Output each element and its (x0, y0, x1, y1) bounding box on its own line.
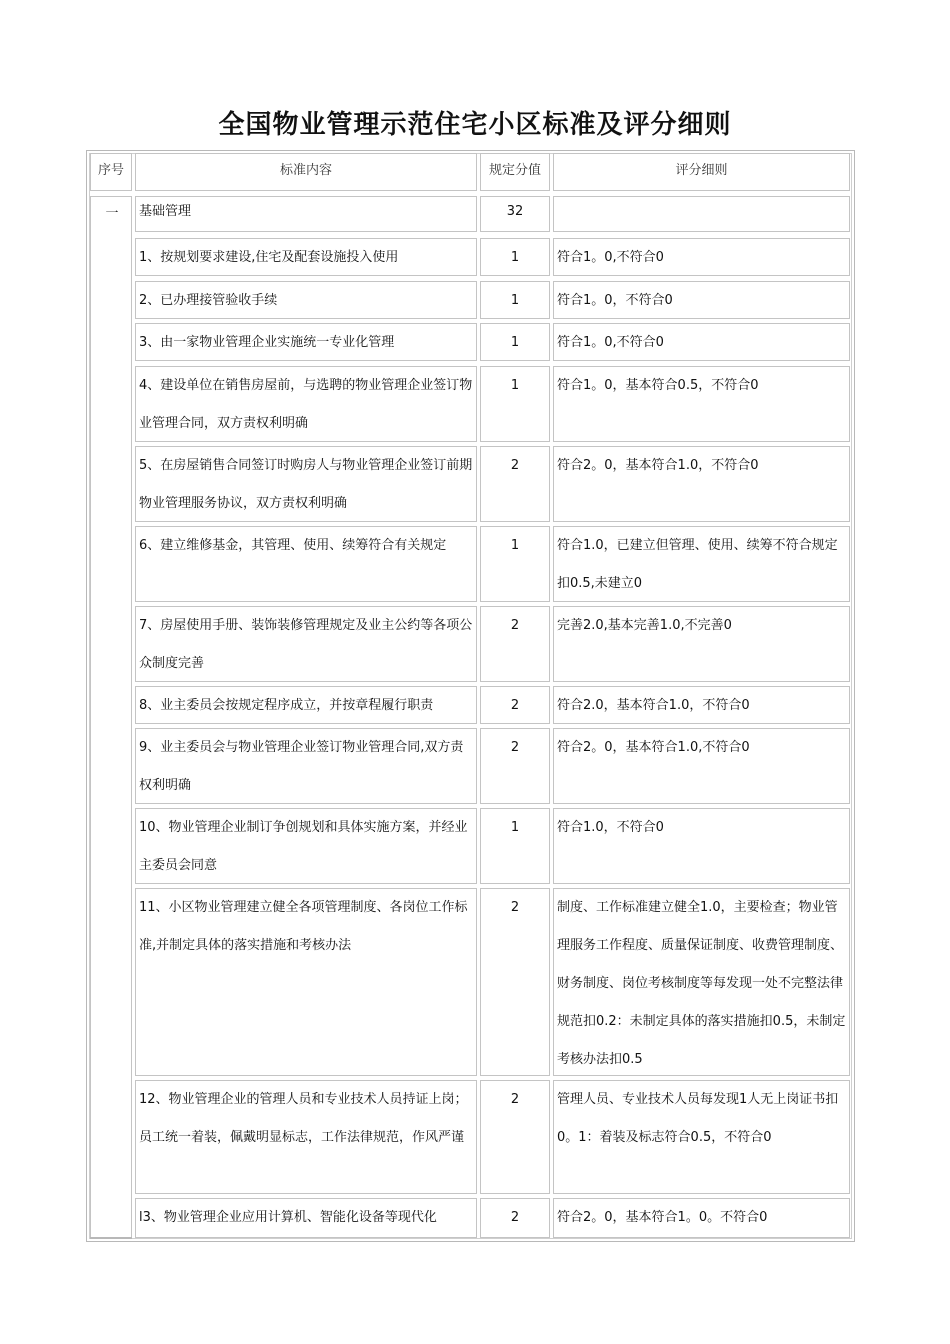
row-detail: 符合1。0，基本符合0.5，不符合0 (553, 366, 850, 442)
row-detail: 符合1。0，不符合0 (553, 281, 850, 319)
row-score: 2 (480, 1080, 550, 1194)
row-content: 1、按规划要求建设,住宅及配套设施投入使用 (135, 238, 477, 276)
row-content: 11、小区物业管理建立健全各项管理制度、各岗位工作标准,并制定具体的落实措施和考核办法 (135, 888, 477, 1076)
row-score: 2 (480, 1198, 550, 1238)
row-detail: 管理人员、专业技术人员每发现1人无上岗证书扣0。1：着装及标志符合0.5，不符合0 (553, 1080, 850, 1194)
row-score: 2 (480, 888, 550, 1076)
header-seq: 序号 (90, 153, 132, 191)
row-detail: 符合2。0，基本符合1.0,不符合0 (553, 728, 850, 804)
row-content: 8、业主委员会按规定程序成立，并按章程履行职责 (135, 686, 477, 724)
row-content: 10、物业管理企业制订争创规划和具体实施方案，并经业主委员会同意 (135, 808, 477, 884)
table-bottom-border (90, 1237, 132, 1239)
header-score: 规定分值 (480, 153, 550, 191)
row-detail: 符合1。0,不符合0 (553, 238, 850, 276)
row-content: 9、业主委员会与物业管理企业签订物业管理合同,双方责权利明确 (135, 728, 477, 804)
row-detail: 符合2.0，基本符合1.0，不符合0 (553, 686, 850, 724)
row-content: 6、建立维修基金，其管理、使用、续筹符合有关规定 (135, 526, 477, 602)
row-content: 2、已办理接管验收手续 (135, 281, 477, 319)
header-detail: 评分细则 (553, 153, 850, 191)
section-seq: 一 (105, 206, 119, 221)
row-score: 1 (480, 323, 550, 361)
row-content: 7、房屋使用手册、装饰装修管理规定及业主公约等各项公众制度完善 (135, 606, 477, 682)
row-score: 1 (480, 526, 550, 602)
row-detail: 符合1.0，已建立但管理、使用、续筹不符合规定扣0.5,未建立0 (553, 526, 850, 602)
row-content: l3、物业管理企业应用计算机、智能化设备等现代化 (135, 1198, 477, 1238)
row-score: 2 (480, 728, 550, 804)
row-score: 2 (480, 686, 550, 724)
row-score: 2 (480, 606, 550, 682)
row-score: 1 (480, 808, 550, 884)
row-content: 4、建设单位在销售房屋前，与选聘的物业管理企业签订物业管理合同，双方责权利明确 (135, 366, 477, 442)
row-detail: 符合1.0，不符合0 (553, 808, 850, 884)
section-score: 32 (480, 196, 550, 232)
row-score: 1 (480, 281, 550, 319)
row-content: 3、由一家物业管理企业实施统一专业化管理 (135, 323, 477, 361)
row-detail: 符合1。0,不符合0 (553, 323, 850, 361)
row-score: 2 (480, 446, 550, 522)
row-content: 5、在房屋销售合同签订时购房人与物业管理企业签订前期物业管理服务协议，双方责权利明确 (135, 446, 477, 522)
row-score: 1 (480, 238, 550, 276)
section-content: 基础管理 (135, 196, 477, 232)
row-content: 12、物业管理企业的管理人员和专业技术人员持证上岗；员工统一着装，佩戴明显标志，工作法律规范，作风严谨 (135, 1080, 477, 1194)
section-seq-cell (90, 196, 132, 1239)
row-detail: 符合2。0，基本符合1。0。不符合0 (553, 1198, 850, 1238)
row-detail: 制度、工作标准建立健全1.0，主要检查；物业管理服务工作程度、质量保证制度、收费管理制度、财务制度、岗位考核制度等每发现一处不完整法律规范扣0.2：未制定具体的落实措施扣0.5，未制定考核办法扣0.5 (553, 888, 850, 1076)
header-content: 标准内容 (135, 153, 477, 191)
section-detail (553, 196, 850, 232)
row-score: 1 (480, 366, 550, 442)
document-title: 全国物业管理示范住宅小区标准及评分细则 (218, 110, 732, 140)
row-detail: 符合2。0，基本符合1.0，不符合0 (553, 446, 850, 522)
row-detail: 完善2.0,基本完善1.0,不完善0 (553, 606, 850, 682)
